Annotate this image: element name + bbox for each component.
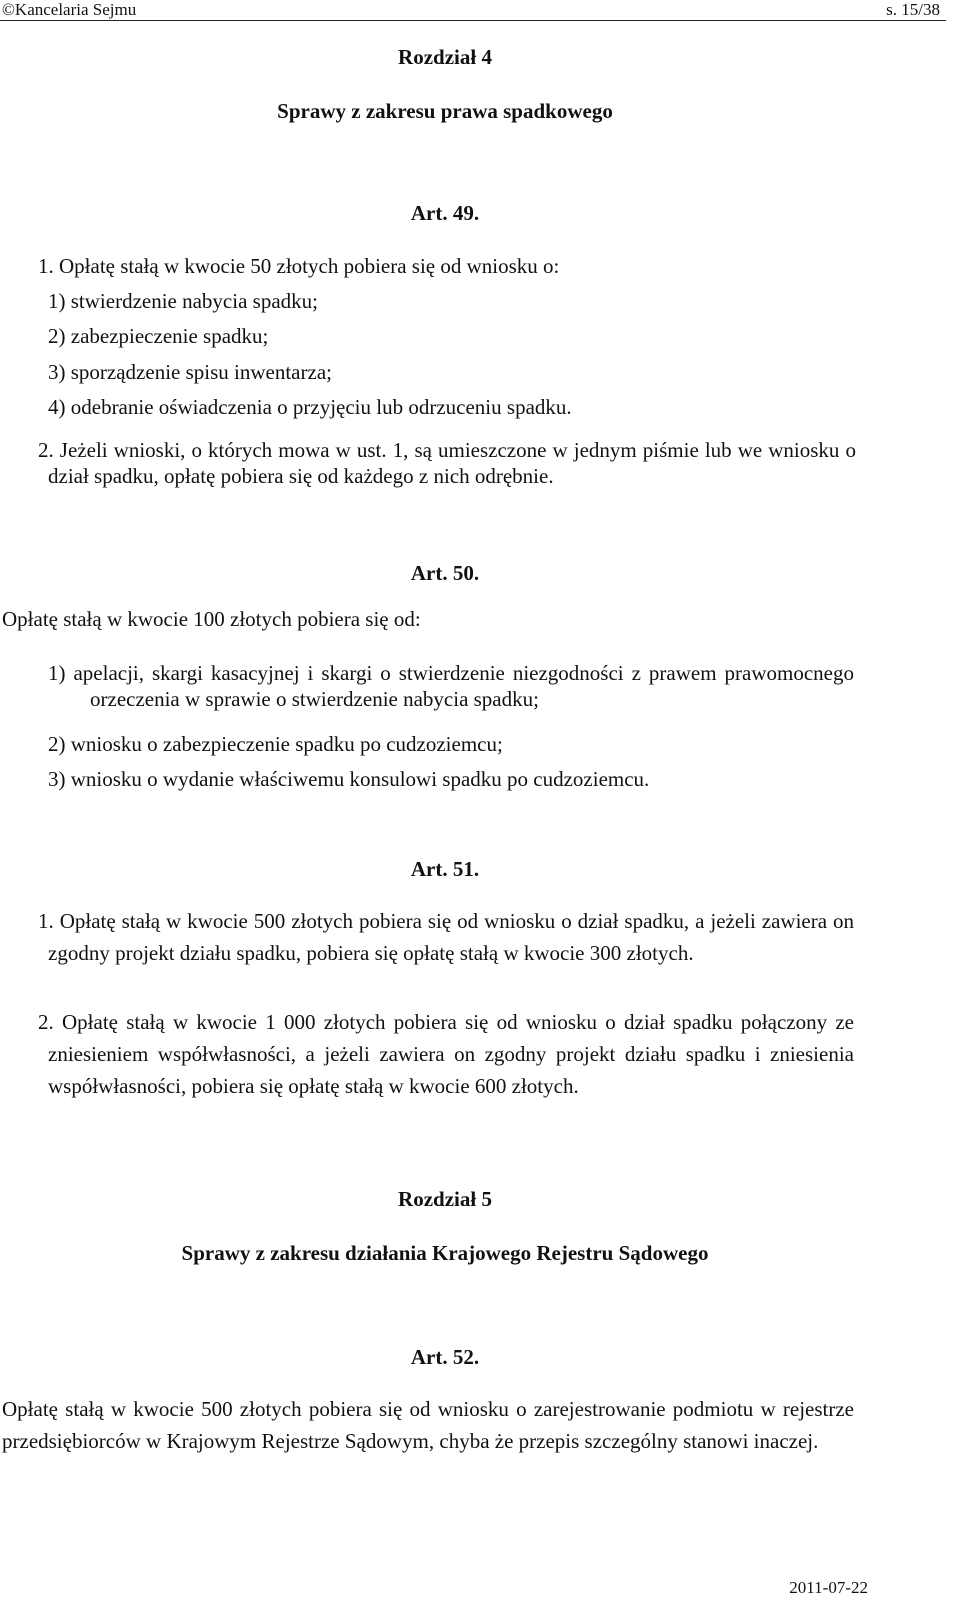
art-49-item-4: 4) odebranie oświadczenia o przyjęciu lub odrzuceniu spadku. [48, 395, 572, 419]
art-52-para-1: Opłatę stałą w kwocie 500 złotych pobiera się od wniosku o zarejestrowanie podmiotu w rejestrze przedsiębiorców w Krajowym Rejestrze Sądowym, chyba że przepis szczególny stanowi inaczej. [2, 1397, 854, 1453]
header-divider [0, 20, 946, 21]
art-49-para-2: 2. Jeżeli wnioski, o których mowa w ust. 1, są umieszczone w jednym piśmie lub we wniosku o dział spadku, opłatę pobiera się od każdego z nich odrębnie. [38, 438, 856, 488]
art-51-para-1: 1. Opłatę stałą w kwocie 500 złotych pobiera się od wniosku o dział spadku, a jeżeli zawiera on zgodny projekt działu spadku, pobiera się opłatę stałą w kwocie 300 złotych. [38, 909, 854, 965]
art-50-heading: Art. 50. [410, 561, 480, 585]
art-51-para-2: 2. Opłatę stałą w kwocie 1 000 złotych pobiera się od wniosku o dział spadku połączony ze zniesieniem współwłasności, a jeżeli zawiera on zgodny projekt działu spadku i zniesienia współwłasności, pobiera się opłatę stałą w kwocie 600 złotych. [38, 1010, 854, 1098]
chapter-5-title: Rozdział 5 [398, 1187, 492, 1211]
art-50-item-2: 2) wniosku o zabezpieczenie spadku po cudzoziemcu; [48, 732, 503, 756]
art-52-heading: Art. 52. [410, 1345, 480, 1369]
header-page-number: s. 15/38 [886, 0, 940, 19]
art-49-heading: Art. 49. [410, 201, 480, 225]
chapter-4-subtitle: Sprawy z zakresu prawa spadkowego [277, 99, 613, 123]
art-51-heading: Art. 51. [410, 857, 480, 881]
chapter-4-title: Rozdział 4 [398, 45, 492, 69]
art-49-item-2: 2) zabezpieczenie spadku; [48, 324, 269, 348]
chapter-5-subtitle: Sprawy z zakresu działania Krajowego Rejestru Sądowego [181, 1241, 709, 1265]
art-50-item-1: 1) apelacji, skargi kasacyjnej i skargi o stwierdzenie niezgodności z prawem prawomocnego orzeczenia w sprawie o stwierdzenie nabycia spadku; [48, 661, 854, 711]
header-publisher: ©Kancelaria Sejmu [2, 0, 137, 19]
art-50-item-3: 3) wniosku o wydanie właściwemu konsulowi spadku po cudzoziemcu. [48, 767, 650, 791]
footer-date: 2011-07-22 [789, 1578, 868, 1597]
art-49-item-3: 3) sporządzenie spisu inwentarza; [48, 360, 332, 384]
art-50-intro: Opłatę stałą w kwocie 100 złotych pobiera się od: [2, 607, 421, 631]
art-49-para-1: 1. Opłatę stałą w kwocie 50 złotych pobiera się od wniosku o: [38, 254, 560, 278]
art-49-item-1: 1) stwierdzenie nabycia spadku; [48, 289, 318, 313]
